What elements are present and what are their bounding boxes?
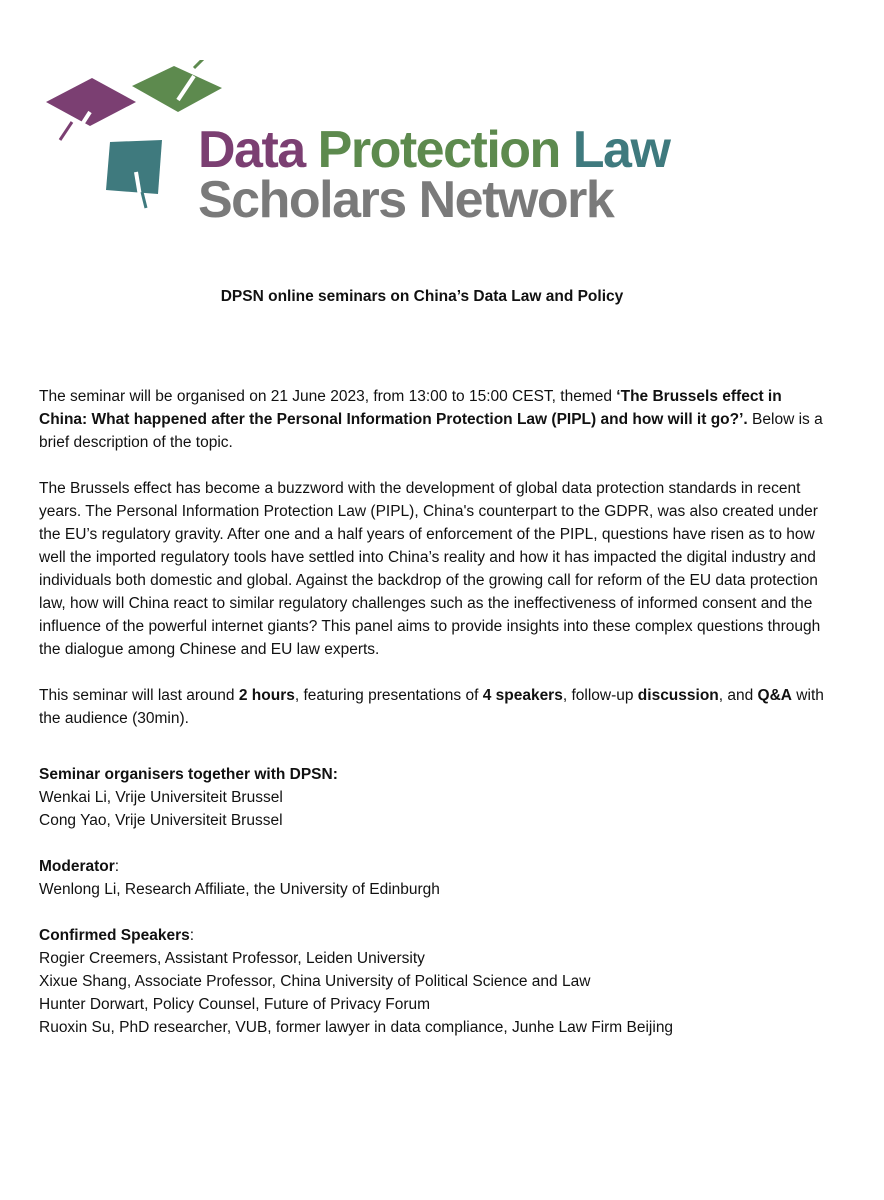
organisers-section — [39, 763, 829, 832]
organiser-item: Cong Yao, Vrije Universiteit Brussel — [39, 812, 283, 829]
moderator-item: Wenlong Li, Research Affiliate, the University of Edinburgh — [39, 881, 440, 898]
intro-paragraph: The seminar will be organised on 21 June 2023, from 13:00 to 15:00 CEST, themed ‘The Brussels effect in China: What happened after the Personal Information Protection Law (PIPL) and how will it go?’. Below is a brief description of the topic. — [39, 388, 823, 451]
moderator-heading: Moderator — [39, 858, 115, 875]
dpsn-logo — [44, 60, 784, 229]
format-paragraph: This seminar will last around 2 hours, featuring presentations of 4 speakers, follow-up discussion, and Q&A with the audience (30min). — [39, 687, 824, 727]
speakers-section: Confirmed Speakers: Rogier Creemers, Assistant Professor, Leiden University Xixue Shang, Associate Professor, China University of Political Science and Law Hunter Dorwart, Policy Counsel, Future of Privacy Forum Ruoxin Su, PhD researcher, VUB, former lawyer in data compliance, Junhe Law Firm Beijing — [39, 924, 829, 1039]
seminar-theme: ‘The Brussels effect in China: What happened after the Personal Information Protection Law (PIPL) and how will it go?’. — [39, 388, 782, 428]
organisers-heading: Seminar organisers together with DPSN: — [39, 766, 338, 783]
speaker-item: Ruoxin Su, PhD researcher, VUB, former lawyer in data compliance, Junhe Law Firm Beijing — [39, 1019, 674, 1036]
speaker-item: Rogier Creemers, Assistant Professor, Leiden University — [39, 950, 425, 967]
logo-word-protection: Protection — [317, 121, 560, 179]
page-title: DPSN online seminars on China’s Data Law and Policy — [220, 288, 624, 305]
logo-word-data: Data — [198, 121, 305, 179]
logo-word-law: Law — [572, 121, 670, 179]
description-paragraph: The Brussels effect has become a buzzword with the development of global data protection standards in recent years. The Personal Information Protection Law (PIPL), China's counterpart to the GDPR, was also created under the EU’s regulatory gravity. After one and a half years of enforcement of the PIPL, questions have risen as to how well the imported regulatory tools have settled into China’s reality and how it has impacted the digital industry and individuals both domestic and global. Against the backdrop of the growing call for reform of the EU data protection law, how will China react to similar regulatory challenges such as the ineffectiveness of informed consent and the influence of the powerful internet giants? This panel aims to provide insights into these complex questions through the dialogue among Chinese and EU law experts. — [39, 480, 821, 658]
speaker-item: Xixue Shang, Associate Professor, China University of Political Science and Law — [39, 973, 591, 990]
speakers-heading: Confirmed Speakers — [39, 927, 190, 944]
speaker-item: Hunter Dorwart, Policy Counsel, Future of Privacy Forum — [39, 996, 431, 1013]
document-body — [39, 385, 829, 1039]
organiser-item: Wenkai Li, Vrije Universiteit Brussel — [39, 789, 283, 806]
logo-title-line1 — [198, 121, 670, 179]
moderator-section: Moderator: Wenlong Li, Research Affiliate, the University of Edinburgh — [39, 855, 829, 901]
logo-title-line2: Scholars Network — [198, 171, 614, 229]
